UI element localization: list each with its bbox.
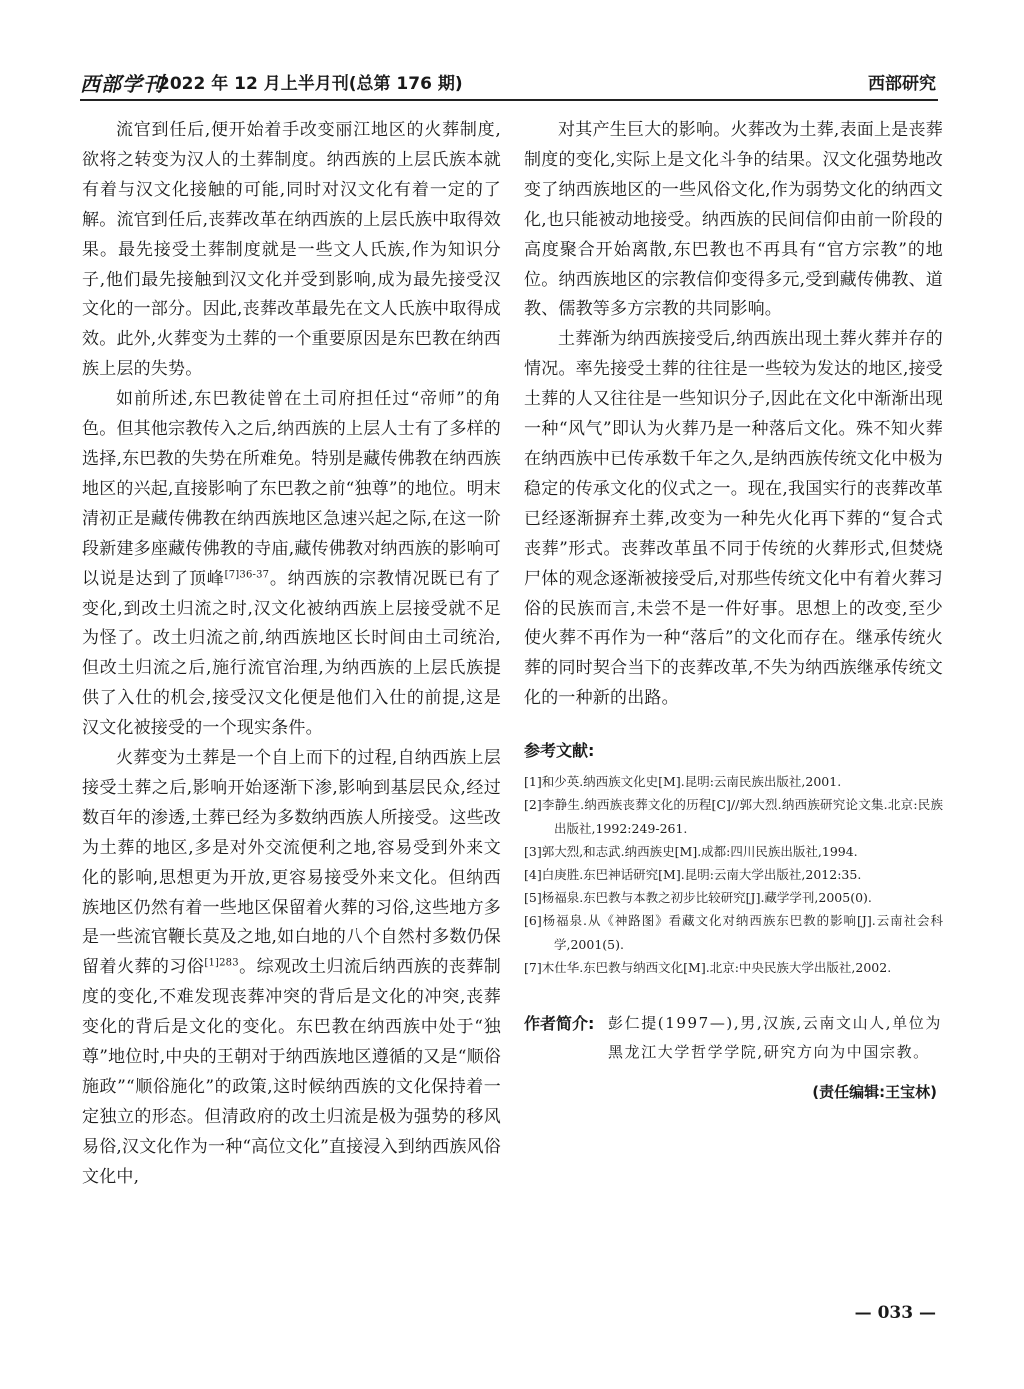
reference-item: [2]李静生.纳西族丧葬文化的历程[C]//郭大烈.纳西族研究论文集.北京:民族出版社,1992:249-261.	[524, 797, 943, 836]
references-list	[524, 770, 943, 979]
body-paragraph: 流官到任后,便开始着手改变丽江地区的火葬制度,欲将之转变为汉人的土葬制度。纳西族的上层氏族本就有着与汉文化接触的可能,同时对汉文化有着一定的了解。流官到任后,丧葬改革在纳西族的上层氏族中取得效果。最先接受土葬制度就是一些文人氏族,作为知识分子,他们最先接触到汉文化并受到影响,成为最先接受汉文化的一部分。因此,丧葬改革最先在文人氏族中取得成效。此外,火葬变为土葬的一个重要原因是东巴教在纳西族上层的失势。	[82, 120, 501, 380]
paragraph-text: 。纳西族的宗教情况既已有了变化,到改土归流之时,汉文化被纳西族上层接受就不足为怪了。改土归流之前,纳西族地区长时间由土司统治,但改土归流之后,施行流官治理,为纳西族的上层氏族提供了入仕的机会,接受汉文化便是他们入仕的前提,这是汉文化被接受的一个现实条件。	[82, 568, 501, 739]
reference-item: [5]杨福泉.东巴教与本教之初步比较研究[J].藏学学刊,2005(0).	[524, 890, 872, 906]
body-paragraph	[82, 744, 501, 1193]
paragraph-text: 如前所述,东巴教徒曾在土司府担任过“帝师”的角色。但其他宗教传入之后,纳西族的上层人士有了多样的选择,东巴教的失势在所难免。特别是藏传佛教在纳西族地区的兴起,直接影响了东巴教之前“独尊”的地位。明末清初正是藏传佛教在纳西族地区急速兴起之际,在这一阶段新建多座藏传佛教的寺庙,藏传佛教对纳西族的影响可以说是达到了顶峰	[82, 389, 501, 589]
reference-item: [7]木仕华.东巴教与纳西文化[M].北京:中央民族大学出版社,2002.	[524, 959, 892, 975]
author-bio-label: 作者简介:	[524, 1013, 595, 1033]
page-header	[0, 0, 1024, 110]
reference-item: [1]和少英.纳西族文化史[M].昆明:云南民族出版社,2001.	[524, 774, 842, 790]
reference-item: [6]杨福泉.从《神路图》看藏文化对纳西族东巴教的影响[J].云南社会科学,2001(5).	[524, 913, 943, 952]
author-bio	[524, 1009, 943, 1067]
references-heading: 参考文献:	[524, 741, 595, 761]
page-number: — 033 —	[854, 1303, 936, 1323]
editor-note: (责任编辑:王宝林)	[812, 1082, 937, 1101]
body-paragraph: 对其产生巨大的影响。火葬改为土葬,表面上是丧葬制度的变化,实际上是文化斗争的结果。汉文化强势地改变了纳西族地区的一些风俗文化,作为弱势文化的纳西文化,也只能被动地接受。纳西族的民间信仰由前一阶段的高度聚合开始离散,东巴教也不再具有“官方宗教”的地位。纳西族地区的宗教信仰变得多元,受到藏传佛教、道教、儒教等多方宗教的共同影响。	[524, 120, 943, 320]
body-paragraph	[82, 385, 501, 744]
body-paragraph: 土葬渐为纳西族接受后,纳西族出现土葬火葬并存的情况。率先接受土葬的往往是一些较为发达的地区,接受土葬的人又往往是一些知识分子,因此在文化中渐渐出现一种“风气”即认为火葬乃是一种落后文化。殊不知火葬在纳西族中已传承数千年之久,是纳西族传统文化中极为稳定的传承文化的仪式之一。现在,我国实行的丧葬改革已经逐渐摒弃土葬,改变为一种先火化再下葬的“复合式丧葬”形式。丧葬改革虽不同于传统的火葬形式,但焚烧尸体的观念逐渐被接受后,对那些传统文化中有着火葬习俗的民族而言,未尝不是一件好事。思想上的改变,至少使火葬不再作为一种“落后”的文化而存在。继承传统火葬的同时契合当下的丧葬改革,不失为纳西族继承传统文化的一种新的出路。	[524, 329, 943, 709]
paragraph-text: 火葬变为土葬是一个自上而下的过程,自纳西族上层接受土葬之后,影响开始逐渐下渗,影响到基层民众,经过数百年的渗透,土葬已经为多数纳西族人所接受。这些改为土葬的地区,多是对外交流便利之地,容易受到外来文化的影响,思想更为开放,更容易接受外来文化。但纳西族地区仍然有着一些地区保留着火葬的习俗,这些地方多是一些流官鞭长莫及之地,如白地的八个自然村多数仍保留着火葬的习俗	[82, 748, 501, 978]
citation-marker: [1]283	[204, 957, 239, 969]
reference-item: [4]白庚胜.东巴神话研究[M].昆明:云南大学出版社,2012:35.	[524, 866, 862, 882]
paragraph-text: 。综观改土归流后纳西族的丧葬制度的变化,不难发现丧葬冲突的背后是文化的冲突,丧葬变化的背后是文化的变化。东巴教在纳西族中处于“独尊”地位时,中央的王朝对于纳西族地区遵循的又是“顺俗施政”“顺俗施化”的政策,这时候纳西族的文化保持着一定独立的形态。但清政府的改土归流是极为强势的移风易俗,汉文化作为一种“高位文化”直接浸入到纳西族风俗文化中,	[82, 957, 501, 1187]
issue-info: 2022 年 12 月上半月刊(总第 176 期)	[158, 74, 463, 94]
section-name: 西部研究	[868, 74, 936, 94]
author-bio-text: 彭仁提(1997—),男,汉族,云南文山人,单位为黑龙江大学哲学学院,研究方向为中国宗教。	[608, 1013, 942, 1061]
journal-logo: 西部学刊	[80, 72, 164, 96]
header-divider	[80, 99, 938, 101]
citation-marker: [7]36-37	[224, 568, 270, 580]
left-column	[82, 116, 501, 1193]
reference-item: [3]郭大烈,和志武.纳西族史[M].成都:四川民族出版社,1994.	[524, 843, 858, 859]
right-column	[524, 116, 943, 1103]
